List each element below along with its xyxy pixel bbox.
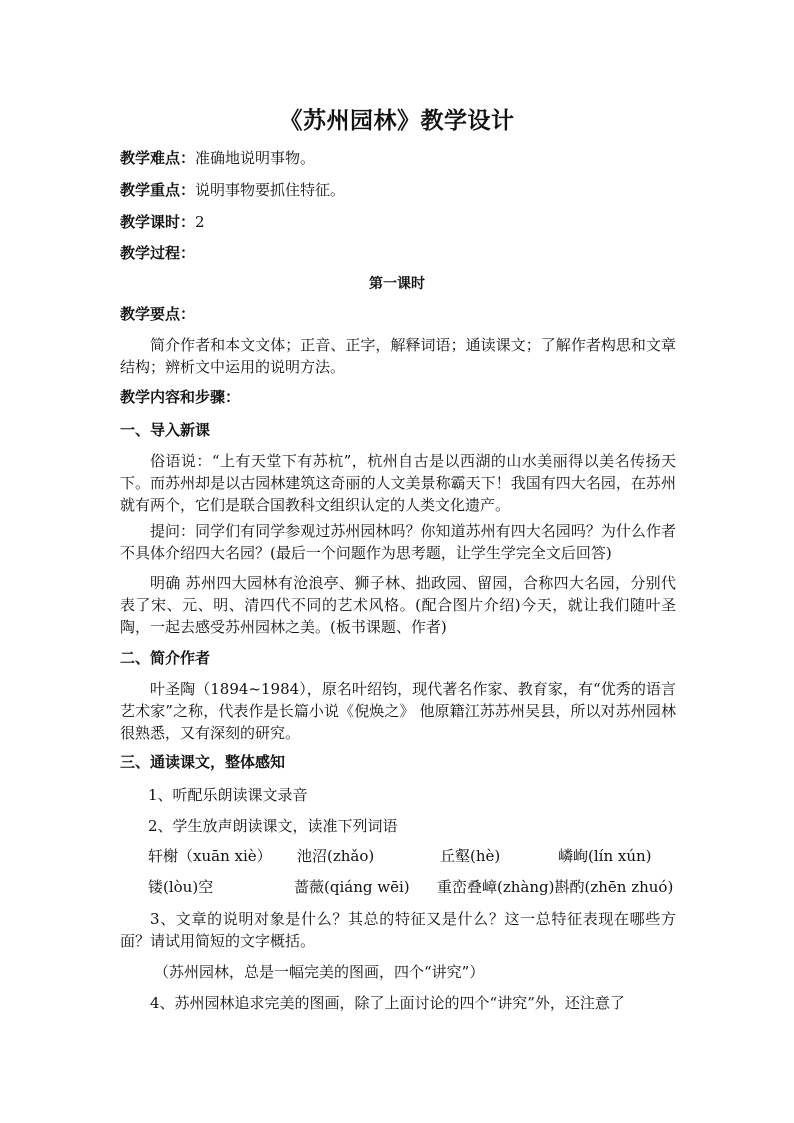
points-text: 简介作者和本文文体；正音、正字，解释词语；通读课文；了解作者构思和文章结构；辨析文中运用的说明方法。: [120, 336, 676, 376]
list-item-3-answer: （苏州园林，总是一幅完美的图画，四个“讲究”）: [154, 963, 485, 981]
vocab-word: 丘壑(hè): [440, 847, 501, 865]
vocab-word: 重峦叠嶂(zhàng)斟酌(zhēn zhuó): [437, 878, 674, 896]
hours-value: 2: [195, 213, 205, 231]
section1-paragraph-2: 提问：同学们有同学参观过苏州园林吗？你知道苏州有四大名园吗？为什么作者不具体介绍四大名园？(最后一个问题作为思考题，让学生学完全文后回答): [120, 522, 676, 562]
focus-value: 说明事物要抓住特征。: [195, 181, 346, 199]
vocab-word: 镂(lòu)空: [148, 878, 214, 896]
steps-label: 教学内容和步骤：: [120, 388, 241, 406]
difficulty-label: 教学难点：: [120, 149, 196, 167]
vocab-word: 轩榭（xuān xiè）: [148, 847, 272, 865]
teaching-focus: [120, 180, 345, 200]
lesson-heading: 第一课时: [369, 276, 425, 292]
section2-paragraph-1: 叶圣陶（1894~1984），原名叶绍钧，现代著名作家、教育家，有“优秀的语言艺术家”之称，代表作是长篇小说《倪焕之》 他原籍江苏苏州吴县，所以对苏州园林很熟悉，又有深刻的研究。: [120, 680, 676, 742]
hours-label: 教学课时：: [120, 213, 196, 231]
teaching-difficulty: [120, 148, 315, 168]
vocab-word: 蔷薇(qiáng wēi): [294, 878, 410, 896]
difficulty-value: 准确地说明事物。: [195, 149, 316, 167]
section2-heading: 二、简介作者: [120, 649, 211, 667]
vocab-word: 池沼(zhǎo): [297, 847, 375, 865]
list-item-4: 4、苏州园林追求完美的图画，除了上面讨论的四个“讲究”外，还注意了: [150, 994, 625, 1012]
vocab-word: 嶙峋(lín xún): [558, 847, 652, 865]
section1-heading: 一、导入新课: [120, 421, 211, 439]
section1-paragraph-1: 俗语说：“上有天堂下有苏杭”，杭州自古是以西湖的山水美丽得以美名传扬天下。而苏州却是以古园林建筑这奇丽的人文美景称霸天下！我国有四大名园，在苏州就有两个，它们是联合国教科文组织认定的人类文化遗产。: [120, 452, 676, 514]
list-item-1: 1、听配乐朗读课文录音: [148, 786, 308, 804]
section3-heading: 三、通读课文，整体感知: [120, 753, 286, 771]
list-item-3: 3、文章的说明对象是什么？其总的特征又是什么？这一总特征表现在哪些方面？请试用简短的文字概括。: [120, 910, 676, 950]
section1-paragraph-3: 明确 苏州四大园林有沧浪亭、狮子林、拙政园、留园，合称四大名园，分别代表了宋、元、明、清四代不同的艺术风格。(配合图片介绍)今天，就让我们随叶圣陶，一起去感受苏州园林之美。(板书课题、作者): [120, 574, 676, 636]
list-item-2: 2、学生放声朗读课文，读准下列词语: [148, 817, 398, 835]
focus-label: 教学重点：: [120, 181, 196, 199]
process-label: 教学过程：: [120, 244, 196, 262]
teaching-hours: [120, 212, 205, 232]
document-title: 《苏州园林》教学设计: [279, 108, 515, 134]
points-label: 教学要点：: [120, 305, 196, 323]
